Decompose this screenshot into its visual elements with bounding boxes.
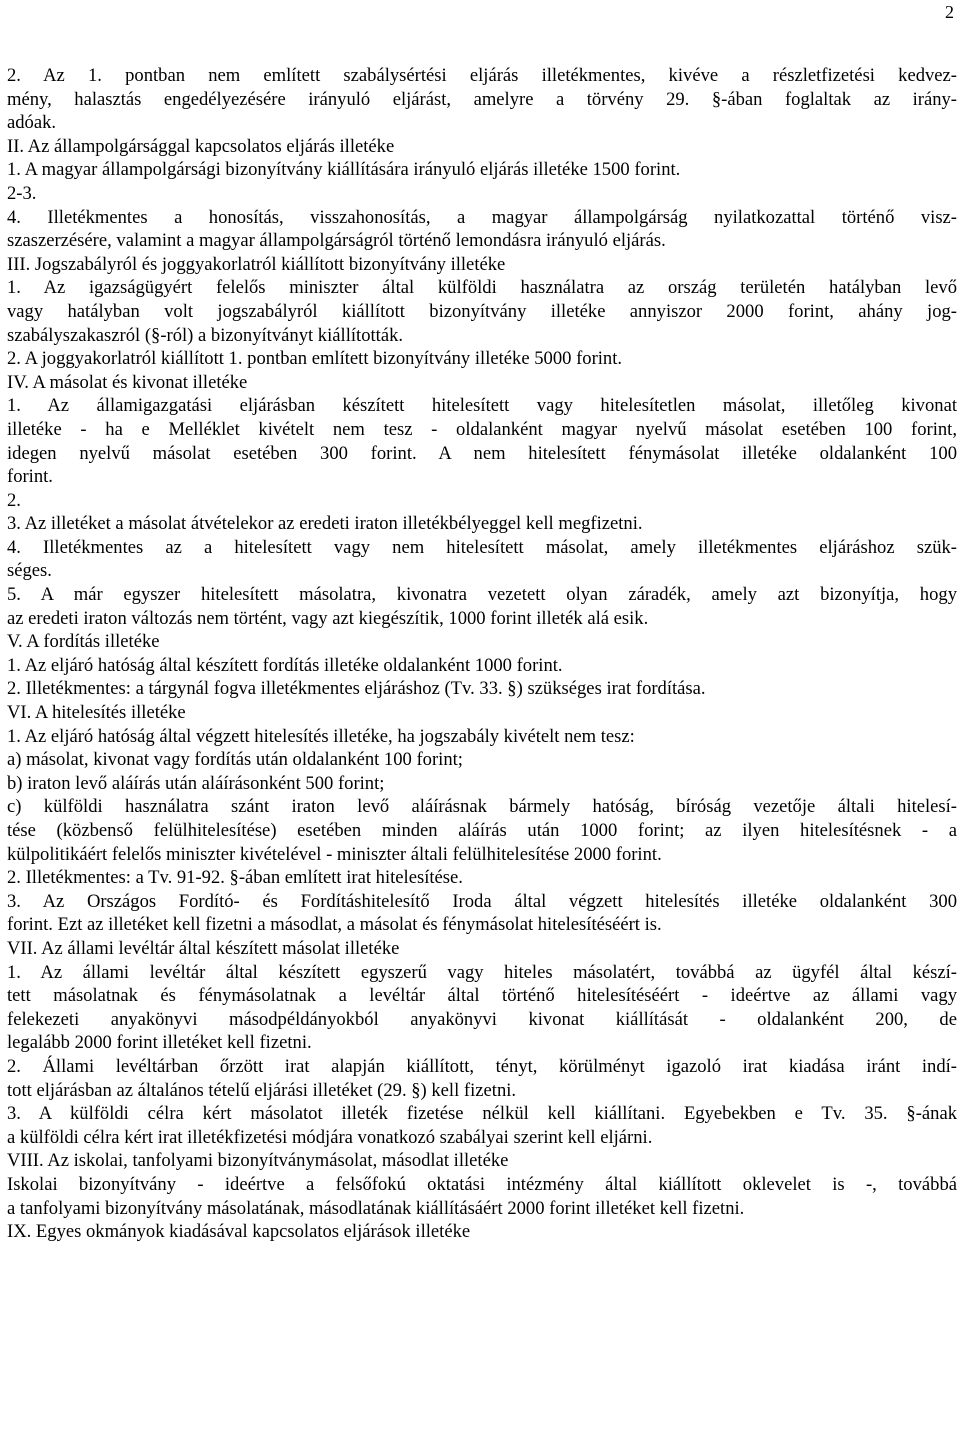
text-line: 4. Illetékmentes az a hitelesített vagy nem hitelesített másolat, amely illetékmentes eljáráshoz szük-: [7, 536, 957, 558]
text-line: 1. Az eljáró hatóság által végzett hitelesítés illetéke, ha jogszabály kivételt nem tesz:: [7, 725, 635, 747]
text-line: 2. Illetékmentes: a Tv. 91-92. §-ában említett irat hitelesítése.: [7, 867, 463, 889]
text-line: idegen nyelvű másolat esetében 300 forint. A nem hitelesített fénymásolat illetéke oldalanként 100: [7, 442, 957, 464]
text-line: 2.: [7, 489, 21, 511]
text-line: szaszerzésére, valamint a magyar állampolgárságról történő lemondásra irányuló eljárás.: [7, 230, 666, 252]
text-line: séges.: [7, 560, 52, 582]
text-line: VI. A hitelesítés illetéke: [7, 702, 186, 724]
text-line: VIII. Az iskolai, tanfolyami bizonyítványmásolat, másodlat illetéke: [7, 1150, 509, 1172]
text-line: V. A fordítás illetéke: [7, 631, 160, 653]
text-line: felekezeti anyakönyvi másodpéldányokból anyakönyvi kivonat kiállítását - oldalanként 200, de: [7, 1008, 957, 1030]
text-line: tott eljárásban az általános tételű eljárási illetéket (29. §) kell fizetni.: [7, 1079, 517, 1101]
text-line: illetéke - ha e Melléklet kivételt nem tesz - oldalanként magyar nyelvű másolat esetében 100 forint,: [7, 418, 957, 440]
text-line: c) külföldi használatra szánt iraton levő aláírásnak bármely hatóság, bíróság vezetője általi hitelesí-: [7, 796, 957, 818]
text-line: 2. A joggyakorlatról kiállított 1. pontban említett bizonyítvány illetéke 5000 forint.: [7, 348, 623, 370]
text-line: b) iraton levő aláírás után aláírásonként 500 forint;: [7, 772, 385, 794]
text-line: 1. Az eljáró hatóság által készített fordítás illetéke oldalanként 1000 forint.: [7, 654, 563, 676]
text-line: II. Az állampolgársággal kapcsolatos eljárás illetéke: [7, 135, 395, 157]
document-body: [7, 64, 957, 1244]
text-line: 2. Illetékmentes: a tárgynál fogva illetékmentes eljáráshoz (Tv. 33. §) szükséges irat fordítása.: [7, 678, 706, 700]
text-line: 3. A külföldi célra kért másolatot illeték fizetése nélkül kell kiállítani. Egyebekben e Tv. 35. §-ának: [7, 1103, 957, 1125]
text-line: forint.: [7, 466, 53, 488]
text-line: legalább 2000 forint illetéket kell fizetni.: [7, 1032, 312, 1054]
text-line: az eredeti iraton változás nem történt, vagy azt kiegészítik, 1000 forint illeték alá esik.: [7, 607, 649, 629]
text-line: a tanfolyami bizonyítvány másolatának, másodlatának kiállításáért 2000 forint illetéket kell fizetni.: [7, 1197, 745, 1219]
text-line: 1. A magyar állampolgársági bizonyítvány kiállítására irányuló eljárás illetéke 1500 forint.: [7, 159, 681, 181]
text-line: 3. Az Országos Fordító- és Fordításhitelesítő Iroda által végzett hitelesítés illetéke oldalanként 300: [7, 890, 957, 912]
text-line: adóak.: [7, 112, 57, 134]
text-line: IX. Egyes okmányok kiadásával kapcsolatos eljárások illetéke: [7, 1221, 471, 1243]
text-line: vagy hatályban volt jogszabályról kiállított bizonyítvány illetéke annyiszor 2000 forint, ahány jog-: [7, 300, 957, 322]
text-line: 4. Illetékmentes a honosítás, visszahonosítás, a magyar állampolgárság nyilatkozattal történő visz-: [7, 206, 957, 228]
text-line: 2. Az 1. pontban nem említett szabálysértési eljárás illetékmentes, kivéve a részletfizetési kedvez-: [7, 65, 957, 86]
text-line: 3. Az illetéket a másolat átvételekor az eredeti iraton illetékbélyeggel kell megfizetni.: [7, 513, 643, 535]
text-line: 1. Az igazságügyért felelős miniszter által külföldi használatra az ország területén hatályban levő: [7, 277, 957, 299]
text-line: III. Jogszabályról és joggyakorlatról kiállított bizonyítvány illetéke: [7, 253, 506, 275]
text-line: tése (közbenső felülhitelesítése) esetében minden aláírás után 1000 forint; az ilyen hitelesítésnek - a: [7, 820, 957, 841]
text-line: 2-3.: [7, 182, 37, 204]
text-line: Iskolai bizonyítvány - ideértve a felsőfokú oktatási intézmény által kiállított oklevelet is -, továbbá: [7, 1173, 957, 1195]
text-line: 2. Állami levéltárban őrzött irat alapján kiállított, tényt, körülményt igazoló irat kiadása iránt indí-: [7, 1055, 957, 1077]
text-line: VII. Az állami levéltár által készített másolat illetéke: [7, 937, 400, 959]
text-line: 1. Az államigazgatási eljárásban készített hitelesített vagy hitelesítetlen másolat, illetőleg kivonat: [7, 395, 957, 417]
page-number: 2: [945, 2, 954, 22]
text-line: forint. Ezt az illetéket kell fizetni a másodlat, a másolat és fénymásolat hitelesítéséért is.: [7, 914, 662, 936]
text-line: tett másolatnak és fénymásolatnak a levéltár által történő hitelesítéséért - ideértve az állami vagy: [7, 985, 957, 1007]
text-line: IV. A másolat és kivonat illetéke: [7, 371, 248, 393]
text-line: a) másolat, kivonat vagy fordítás után oldalanként 100 forint;: [7, 749, 463, 771]
text-line: szabályszakaszról (§-ról) a bizonyítványt kiállították.: [7, 324, 404, 346]
text-line: külpolitikáért felelős miniszter kivételével - miniszter általi felülhitelesítése 2000 forint.: [7, 843, 662, 865]
text-line: mény, halasztás engedélyezésére irányuló eljárást, amelyre a törvény 29. §-ában foglaltak az irány-: [7, 88, 957, 110]
text-line: a külföldi célra kért irat illetékfizetési módjára vonatkozó szabályai szerint kell eljárni.: [7, 1126, 653, 1148]
text-line: 5. A már egyszer hitelesített másolatra, kivonatra vezetett olyan záradék, amely azt bizonyítja, hogy: [7, 584, 957, 606]
text-line: 1. Az állami levéltár által készített egyszerű vagy hiteles másolatért, továbbá az ügyfél által készí-: [7, 961, 957, 983]
